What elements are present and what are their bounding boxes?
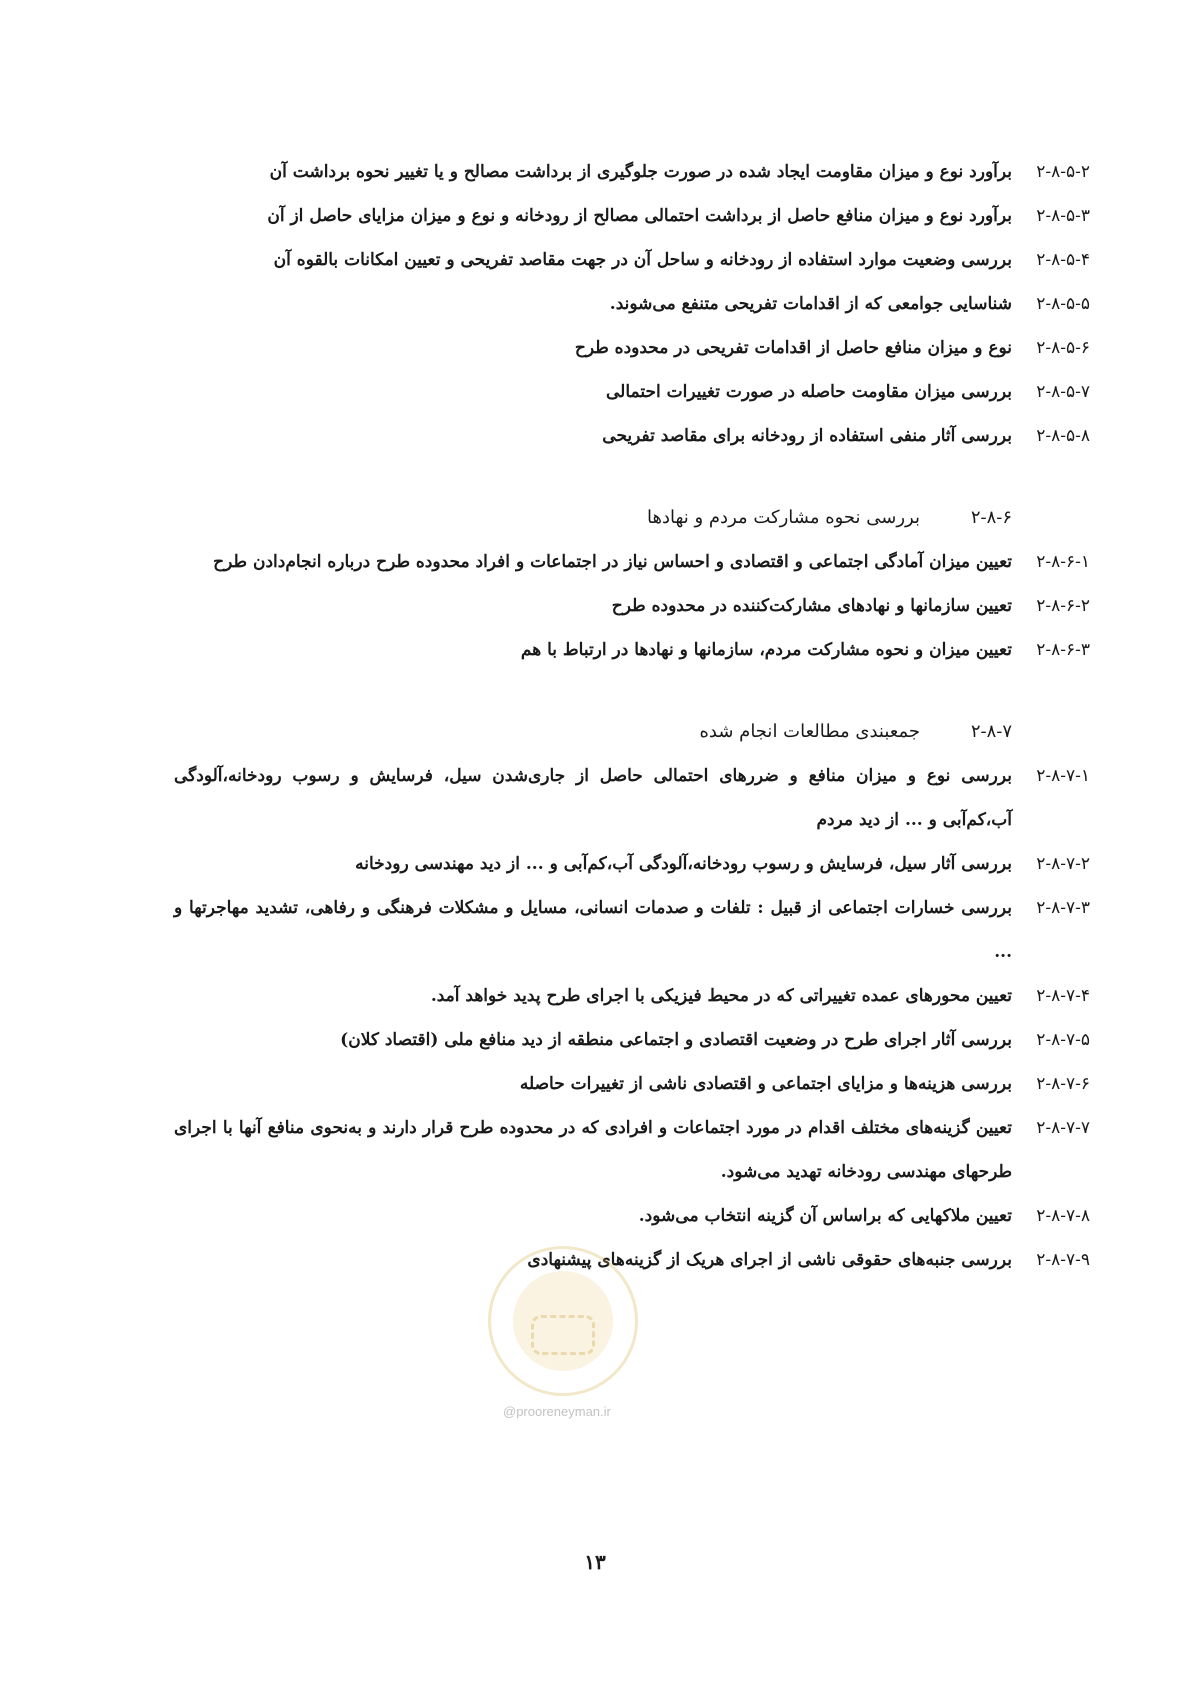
- page-number: ۱۳: [584, 1550, 606, 1574]
- item-text: تعیین ملاکهایی که براساس آن گزینه انتخاب می‌شود.: [638, 1206, 1012, 1226]
- item-text: بررسی جنبه‌های حقوقی ناشی از اجرای هریک از گزینه‌های پیشنهادی: [527, 1250, 1012, 1270]
- section-gap: [144, 458, 1012, 496]
- item-number: ۲-۸-۶-۱: [1036, 552, 1090, 572]
- item-number: ۲-۸-۷-۷: [1036, 1118, 1090, 1138]
- item-number: ۲-۸-۷-۳: [1036, 898, 1090, 918]
- item-number: ۲-۸-۵-۵: [1036, 294, 1090, 314]
- item-number: ۲-۸-۷-۲: [1036, 854, 1090, 874]
- heading-text: بررسی نحوه مشارکت مردم و نهادها: [646, 507, 920, 528]
- gear-icon: [531, 1315, 595, 1355]
- item-text: بررسی خسارات اجتماعی از قبیل : تلفات و صدمات انسانی، مسایل و مشکلات فرهنگی و رفاهی، تشدید مهاجرتها و ...: [174, 898, 1012, 962]
- list-item: [144, 282, 1090, 326]
- list-item: [144, 1238, 1090, 1282]
- item-number: ۲-۸-۷-۸: [1036, 1206, 1090, 1226]
- item-text: بررسی آثار اجرای طرح در وضعیت اقتصادی و اجتماعی منطقه از دید منافع ملی (اقتصاد کلان): [340, 1030, 1012, 1050]
- section-heading: [144, 496, 1012, 540]
- heading-number: ۲-۸-۷: [970, 721, 1012, 742]
- item-text: برآورد نوع و میزان منافع حاصل از برداشت احتمالی مصالح از رودخانه و نوع و میزان مزایای حاصل از آن: [267, 206, 1012, 226]
- section-2-8-5: [144, 150, 1090, 458]
- item-number: ۲-۸-۷-۱: [1036, 766, 1090, 786]
- heading-text: جمعبندی مطالعات انجام شده: [699, 721, 920, 742]
- list-item: [144, 1194, 1090, 1238]
- section-2-8-7: [144, 710, 1090, 1282]
- item-number: ۲-۸-۷-۵: [1036, 1030, 1090, 1050]
- item-number: ۲-۸-۵-۶: [1036, 338, 1090, 358]
- list-item: [144, 1062, 1090, 1106]
- section-heading: [144, 710, 1012, 754]
- item-text: شناسایی جوامعی که از اقدامات تفریحی متنفع می‌شوند.: [609, 294, 1012, 314]
- item-text: بررسی هزینه‌ها و مزایای اجتماعی و اقتصادی ناشی از تغییرات حاصله: [519, 1074, 1012, 1094]
- item-text: بررسی نوع و میزان منافع و ضررهای احتمالی حاصل از جاری‌شدن سیل، فرسایش و رسوب رودخانه،آلودگی آب،کم‌آبی و ... از دید مردم: [174, 766, 1012, 830]
- item-text: تعیین میزان آمادگی اجتماعی و اقتصادی و احساس نیاز در اجتماعات و افراد محدوده طرح درباره انجام‌دادن طرح: [213, 552, 1012, 572]
- item-text: نوع و میزان منافع حاصل از اقدامات تفریحی در محدوده طرح: [574, 338, 1012, 358]
- item-number: ۲-۸-۵-۸: [1036, 426, 1090, 446]
- document-body: [144, 150, 1090, 1282]
- item-number: ۲-۸-۵-۴: [1036, 250, 1090, 270]
- list-item: [144, 842, 1090, 886]
- item-number: ۲-۸-۷-۶: [1036, 1074, 1090, 1094]
- item-text: بررسی وضعیت موارد استفاده از رودخانه و ساحل آن در جهت مقاصد تفریحی و تعیین امکانات بالقوه آن: [273, 250, 1012, 270]
- list-item: [144, 1106, 1090, 1194]
- item-text: بررسی آثار سیل، فرسایش و رسوب رودخانه،آلودگی آب،کم‌آبی و ... از دید مهندسی رودخانه: [355, 854, 1012, 874]
- item-text: تعیین سازمانها و نهادهای مشارکت‌کننده در محدوده طرح: [611, 596, 1012, 616]
- item-number: ۲-۸-۵-۷: [1036, 382, 1090, 402]
- heading-number: ۲-۸-۶: [970, 507, 1012, 528]
- watermark-caption: @prooreneyman.ir: [503, 1404, 611, 1419]
- list-item: [144, 886, 1090, 974]
- list-item: [144, 414, 1090, 458]
- item-number: ۲-۸-۶-۳: [1036, 640, 1090, 660]
- list-item: [144, 194, 1090, 238]
- list-item: [144, 974, 1090, 1018]
- list-item: [144, 540, 1090, 584]
- section-2-8-6: [144, 496, 1090, 672]
- list-item: [144, 370, 1090, 414]
- section-gap: [144, 672, 1012, 710]
- list-item: [144, 238, 1090, 282]
- item-text: تعیین گزینه‌های مختلف اقدام در مورد اجتماعات و افرادی که در محدوده طرح قرار دارند و به‌نحوی منافع آنها با اجرای طرحهای مهندسی رودخانه تهدید می‌شود.: [174, 1118, 1012, 1182]
- list-item: [144, 150, 1090, 194]
- list-item: [144, 628, 1090, 672]
- item-number: ۲-۸-۶-۲: [1036, 596, 1090, 616]
- item-text: بررسی آثار منفی استفاده از رودخانه برای مقاصد تفریحی: [602, 426, 1012, 446]
- item-text: بررسی میزان مقاومت حاصله در صورت تغییرات احتمالی: [606, 382, 1012, 402]
- item-number: ۲-۸-۵-۲: [1036, 162, 1090, 182]
- item-number: ۲-۸-۷-۹: [1036, 1250, 1090, 1270]
- list-item: [144, 584, 1090, 628]
- item-text: تعیین میزان و نحوه مشارکت مردم، سازمانها و نهادها در ارتباط با هم: [520, 640, 1012, 660]
- item-text: برآورد نوع و میزان مقاومت ایجاد شده در صورت جلوگیری از برداشت مصالح و یا تغییر نحوه برداشت آن: [269, 162, 1012, 182]
- list-item: [144, 326, 1090, 370]
- item-text: تعیین محورهای عمده تغییراتی که در محیط فیزیکی با اجرای طرح پدید خواهد آمد.: [430, 986, 1012, 1006]
- list-item: [144, 1018, 1090, 1062]
- item-number: ۲-۸-۷-۴: [1036, 986, 1090, 1006]
- watermark-logo-inner: [513, 1271, 613, 1371]
- list-item: [144, 754, 1090, 842]
- item-number: ۲-۸-۵-۳: [1036, 206, 1090, 226]
